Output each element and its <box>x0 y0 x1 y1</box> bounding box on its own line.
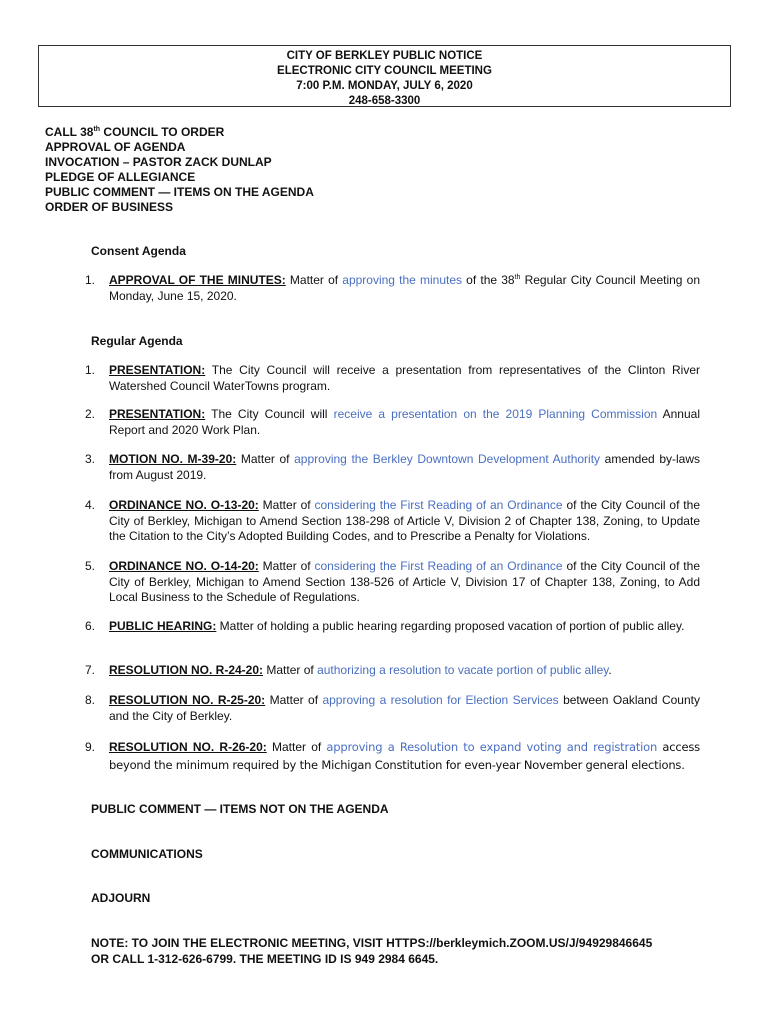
adjourn-heading: ADJOURN <box>91 891 151 905</box>
notice-header <box>38 45 731 107</box>
regular-item: 3. MOTION NO. M-39-20: Matter of approving the Berkley Downtown Development Authority amended by-laws from August 2019. <box>85 452 700 482</box>
ordinance-o13-link[interactable]: considering the First Reading of an Ordinance <box>314 498 563 512</box>
item-label: PRESENTATION: <box>109 363 206 377</box>
item-label: RESOLUTION NO. R-25-20: <box>109 693 266 707</box>
communications-heading: COMMUNICATIONS <box>91 847 203 861</box>
header-title: CITY OF BERKLEY PUBLIC NOTICE <box>286 50 483 62</box>
public-comment-not-on-agenda: PUBLIC COMMENT — ITEMS NOT ON THE AGENDA <box>91 802 389 816</box>
regular-agenda-title: Regular Agenda <box>91 334 183 348</box>
note-line-2: OR CALL 1-312-626-6799. THE MEETING ID IS 949 2984 6645. <box>91 952 439 966</box>
regular-item: 8. RESOLUTION NO. R-25-20: Matter of approving a resolution for Election Services between Oakland County and the City of Berkley. <box>85 693 700 723</box>
item-label: PUBLIC HEARING: <box>109 619 217 633</box>
regular-item: 1. PRESENTATION: The City Council will receive a presentation from representatives of the Clinton River Watershed Council WaterTowns program. <box>85 363 700 393</box>
approval-of-agenda: APPROVAL OF AGENDA <box>45 140 186 154</box>
header-phone: 248-658-3300 <box>348 95 421 107</box>
consent-item-1: 1. APPROVAL OF THE MINUTES: Matter of approving the minutes of the 38th Regular City Council Meeting on Monday, June 15, 2020. <box>85 273 700 303</box>
dda-link[interactable]: approving the Berkley Downtown Development Authority <box>294 452 601 466</box>
regular-item: 6. PUBLIC HEARING: Matter of holding a public hearing regarding proposed vacation of portion of public alley. <box>85 619 685 633</box>
expand-voting-link[interactable]: approving a Resolution to expand voting and registration <box>326 740 658 754</box>
regular-item: 2. PRESENTATION: The City Council will receive a presentation on the 2019 Planning Commission Annual Report and 2020 Work Plan. <box>85 407 700 437</box>
planning-commission-link[interactable]: receive a presentation on the 2019 Planning Commission <box>333 407 658 421</box>
public-comment-on-agenda: PUBLIC COMMENT — ITEMS ON THE AGENDA <box>45 185 314 199</box>
item-label: RESOLUTION NO. R-24-20: <box>109 663 264 677</box>
regular-item: 7. RESOLUTION NO. R-24-20: Matter of authorizing a resolution to vacate portion of public alley. <box>85 663 612 677</box>
regular-item: 4. ORDINANCE NO. O-13-20: Matter of considering the First Reading of an Ordinance of the City Council of the City of Berkley, Michigan to Amend Section 138-298 of Article V, Division 2 of Chapter 138, Zoning, to Update the Citation to the City’s Adopted Building Codes, and to Prescribe a Penalty for Violations. <box>85 498 700 543</box>
invocation: INVOCATION – PASTOR ZACK DUNLAP <box>45 155 272 169</box>
header-datetime: 7:00 P.M. MONDAY, JULY 6, 2020 <box>296 80 473 92</box>
regular-item: 5. ORDINANCE NO. O-14-20: Matter of considering the First Reading of an Ordinance of the City Council of the City of Berkley, Michigan to Amend Section 138-526 of Article V, Division 17 of Chapter 138, Zoning, to Add Local Business to the Schedule of Regulations. <box>85 559 700 604</box>
meeting-note <box>91 935 711 967</box>
item-label: PRESENTATION: <box>109 407 206 421</box>
ordinance-o14-link[interactable]: considering the First Reading of an Ordinance <box>314 559 563 573</box>
election-services-link[interactable]: approving a resolution for Election Services <box>322 693 559 707</box>
header-subtitle: ELECTRONIC CITY COUNCIL MEETING <box>277 65 492 77</box>
minutes-link[interactable]: approving the minutes <box>342 273 463 287</box>
note-line-1: NOTE: TO JOIN THE ELECTRONIC MEETING, VISIT HTTPS://berkleymich.ZOOM.US/J/94929846645 <box>91 936 653 950</box>
item-label: RESOLUTION NO. R-26-20: <box>109 740 267 754</box>
consent-agenda-title: Consent Agenda <box>91 244 186 258</box>
item-label: ORDINANCE NO. O-14-20: <box>109 559 259 573</box>
opening-order-list <box>45 125 314 215</box>
pledge-of-allegiance: PLEDGE OF ALLEGIANCE <box>45 170 196 184</box>
order-of-business: ORDER OF BUSINESS <box>45 200 174 214</box>
call-to-order: CALL 38th COUNCIL TO ORDER <box>45 125 225 139</box>
vacate-alley-link[interactable]: authorizing a resolution to vacate portion of public alley <box>317 663 609 677</box>
item-label: ORDINANCE NO. O-13-20: <box>109 498 259 512</box>
regular-item: 9. RESOLUTION NO. R-26-20: Matter of approving a Resolution to expand voting and registration access beyond the minimum required by the Michigan Constitution for even-year November general elections. <box>85 740 700 772</box>
item-label: APPROVAL OF THE MINUTES: <box>109 273 286 287</box>
item-label: MOTION NO. M-39-20: <box>109 452 237 466</box>
